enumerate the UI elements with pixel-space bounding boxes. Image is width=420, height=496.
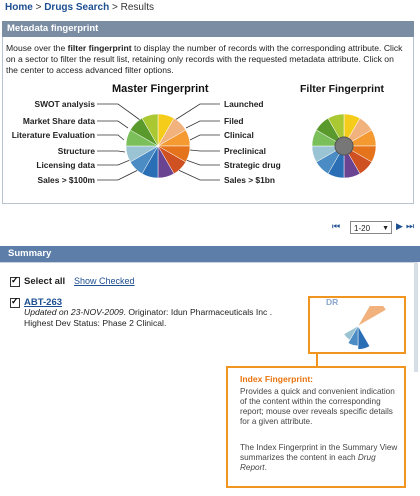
desc-text: to display the number of records with the corresponding attribute. Click on a sector to filter the result list, retaining only records with the requested metadata attribute. Click on the center to access advanced filter options.	[6, 43, 403, 75]
page-range-value: 1-20	[354, 224, 371, 233]
callout-text-part: The Index Fingerprint in the Summary View summarizes the content in each	[240, 443, 398, 462]
record-description	[24, 307, 334, 329]
select-all-label: Select all	[24, 276, 66, 287]
master-label-left: Market Share data	[22, 116, 95, 126]
filter-center-button[interactable]	[335, 137, 353, 155]
master-fingerprint-graphic	[0, 90, 300, 190]
record-updated-label: Updated on	[24, 307, 71, 317]
master-label-right: Clinical	[224, 130, 254, 140]
callout-title: Index Fingerprint:	[240, 374, 314, 384]
master-label-left: Structure	[57, 146, 95, 156]
divider	[0, 262, 416, 263]
master-pie[interactable]	[126, 114, 190, 178]
scrollbar[interactable]	[414, 262, 418, 372]
record-title-link[interactable]: ABT-263	[24, 297, 63, 308]
callout-emphasis: Drug Report	[240, 453, 376, 472]
master-label-left: Literature Evaluation	[11, 130, 95, 140]
summary-header: Summary	[0, 246, 420, 262]
callout-text	[240, 443, 400, 473]
master-label-left: Licensing data	[36, 160, 95, 170]
filter-fingerprint-graphic[interactable]	[306, 108, 386, 188]
desc-text: Mouse over the	[6, 43, 68, 53]
record-originator: . Originator: Idun Pharmaceuticals Inc .	[123, 307, 273, 317]
record-updated-date: 23-NOV-2009	[70, 307, 124, 317]
master-label-right: Launched	[224, 99, 264, 109]
breadcrumb-drugs-search[interactable]: Drugs Search	[44, 2, 110, 13]
master-fingerprint-title: Master Fingerprint	[112, 83, 209, 95]
chevron-down-icon: ▼	[382, 225, 389, 232]
master-label-right: Preclinical	[224, 146, 266, 156]
metadata-description	[6, 43, 406, 76]
callout-text-part: .	[264, 463, 267, 472]
master-label-right: Sales > $1bn	[224, 175, 275, 185]
breadcrumb-results: Results	[120, 2, 154, 13]
master-label-left: SWOT analysis	[34, 99, 95, 109]
breadcrumb-home[interactable]: Home	[5, 2, 33, 13]
breadcrumb-separator: >	[35, 2, 42, 13]
select-all-checkbox[interactable]	[10, 277, 20, 287]
page-range-select[interactable]	[350, 221, 392, 234]
next-page-icon[interactable]: ▶	[396, 221, 403, 231]
last-page-icon[interactable]: ⏭	[406, 221, 415, 231]
fingerprint-sector[interactable]	[358, 326, 370, 349]
master-label-right: Strategic drug	[224, 160, 281, 170]
breadcrumb-separator: >	[112, 2, 118, 13]
index-pie[interactable]	[344, 306, 386, 349]
show-checked-link[interactable]: Show Checked	[74, 276, 135, 286]
metadata-panel-title: Metadata fingerprint	[2, 21, 414, 37]
fingerprint-sector[interactable]	[358, 306, 386, 326]
breadcrumb	[5, 2, 154, 13]
index-fingerprint-graphic[interactable]	[334, 306, 404, 350]
callout-text: Provides a quick and convenient indication of the content within the corresponding report; mouse over reveals specific details for a given attribute.	[240, 387, 395, 426]
master-label-right: Filed	[224, 116, 244, 126]
record-status: Highest Dev Status: Phase 2 Clinical.	[24, 318, 167, 328]
record-checkbox[interactable]	[10, 298, 20, 308]
first-page-icon[interactable]: ⏮	[332, 221, 341, 231]
report-type-badge: DR	[326, 297, 339, 307]
filter-fingerprint-title: Filter Fingerprint	[300, 83, 384, 95]
master-label-left: Sales > $100m	[37, 175, 95, 185]
desc-keyword: filter fingerprint	[67, 43, 132, 53]
